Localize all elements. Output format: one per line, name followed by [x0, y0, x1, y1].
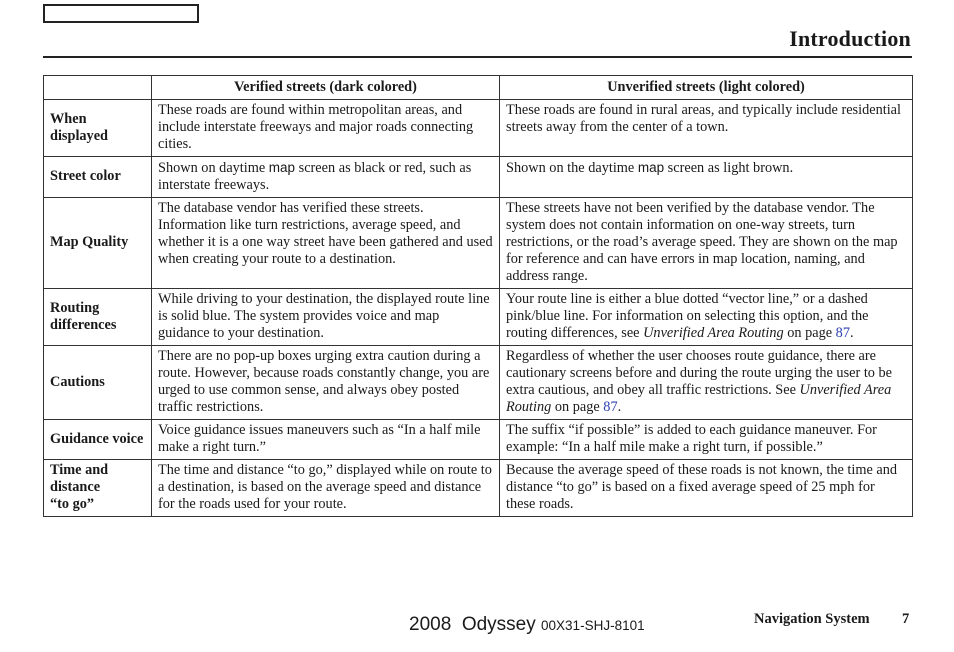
page-link[interactable]: 87: [835, 325, 850, 341]
cell-verified-guidance-voice: Voice guidance issues maneuvers such as “In a half mile make a right turn.”: [152, 420, 500, 460]
column-header-empty: [44, 76, 152, 100]
table-row: [44, 100, 913, 157]
cell-unverified-guidance-voice: The suffix “if possible” is added to each guidance maneuver. For example: “In a half mile make a right turn, if possible.”: [500, 420, 913, 460]
table-row: [44, 346, 913, 420]
footer-section-name: Navigation System: [754, 611, 870, 627]
row-label-time-distance: Time and distance “to go”: [44, 460, 152, 517]
cell-unverified-time-distance: Because the average speed of these roads is not known, the time and distance “to go” is based on a fixed average speed of 25 mph for these roads.: [500, 460, 913, 517]
footer-code: 00X31-SHJ-8101: [541, 618, 645, 633]
row-label-when-displayed: When displayed: [44, 100, 152, 157]
cell-unverified-routing-differences: Your route line is either a blue dotted “vector line,” or a dashed pink/blue line. For information on selecting this option, and the routing differences, see Unverified Area Routing on page 87.: [500, 289, 913, 346]
streets-comparison-table: [43, 75, 913, 517]
cell-verified-street-color: Shown on daytime map screen as black or red, such as interstate freeways.: [152, 157, 500, 198]
footer-model: 2008 Odyssey 00X31-SHJ-8101: [409, 614, 645, 635]
column-header-unverified: Unverified streets (light colored): [500, 76, 913, 100]
reference-title: Unverified Area Routing: [506, 382, 892, 415]
cell-verified-when-displayed: These roads are found within metropolitan areas, and include interstate freeways and major roads connecting cities.: [152, 100, 500, 157]
row-label-street-color: Street color: [44, 157, 152, 198]
header-rule: [43, 56, 912, 58]
column-header-verified: Verified streets (dark colored): [152, 76, 500, 100]
cell-verified-cautions: There are no pop-up boxes urging extra caution during a route. However, because roads constantly change, you are urged to use common sense, and always obey posted traffic restrictions.: [152, 346, 500, 420]
cell-unverified-street-color: Shown on the daytime map screen as light brown.: [500, 157, 913, 198]
cell-verified-map-quality: The database vendor has verified these streets. Information like turn restrictions, average speed, and whether it is a one way street have been gathered and used when creating your route to a destination.: [152, 198, 500, 289]
row-label-map-quality: Map Quality: [44, 198, 152, 289]
page-title: Introduction: [789, 26, 911, 51]
header-tab-box: [43, 4, 199, 23]
table-row: [44, 420, 913, 460]
cell-verified-time-distance: The time and distance “to go,” displayed while on route to a destination, is based on the average speed and distance for the roads used for your route.: [152, 460, 500, 517]
cell-verified-routing-differences: While driving to your destination, the displayed route line is solid blue. The system provides voice and map guidance to your destination.: [152, 289, 500, 346]
table-row: [44, 198, 913, 289]
row-label-routing-differences: Routing differences: [44, 289, 152, 346]
cell-unverified-map-quality: These streets have not been verified by the database vendor. The system does not contain information on one-way streets, turn restrictions, or the road’s average speed. They are shown on the map for reference and can have errors in map location, naming, and address range.: [500, 198, 913, 289]
table-row: [44, 460, 913, 517]
row-label-guidance-voice: Guidance voice: [44, 420, 152, 460]
reference-title: Unverified Area Routing: [643, 325, 784, 341]
cell-unverified-cautions: Regardless of whether the user chooses route guidance, there are cautionary screens before and during the route urging the user to be extra cautious, and obey all traffic restrictions. See Unverified Area Routing on page 87.: [500, 346, 913, 420]
table-row: [44, 157, 913, 198]
table-header-row: [44, 76, 913, 100]
page-link[interactable]: 87: [603, 399, 618, 415]
table-row: [44, 289, 913, 346]
cell-unverified-when-displayed: These roads are found in rural areas, and typically include residential streets away from the center of a town.: [500, 100, 913, 157]
row-label-cautions: Cautions: [44, 346, 152, 420]
footer-page-number: 7: [902, 611, 910, 627]
